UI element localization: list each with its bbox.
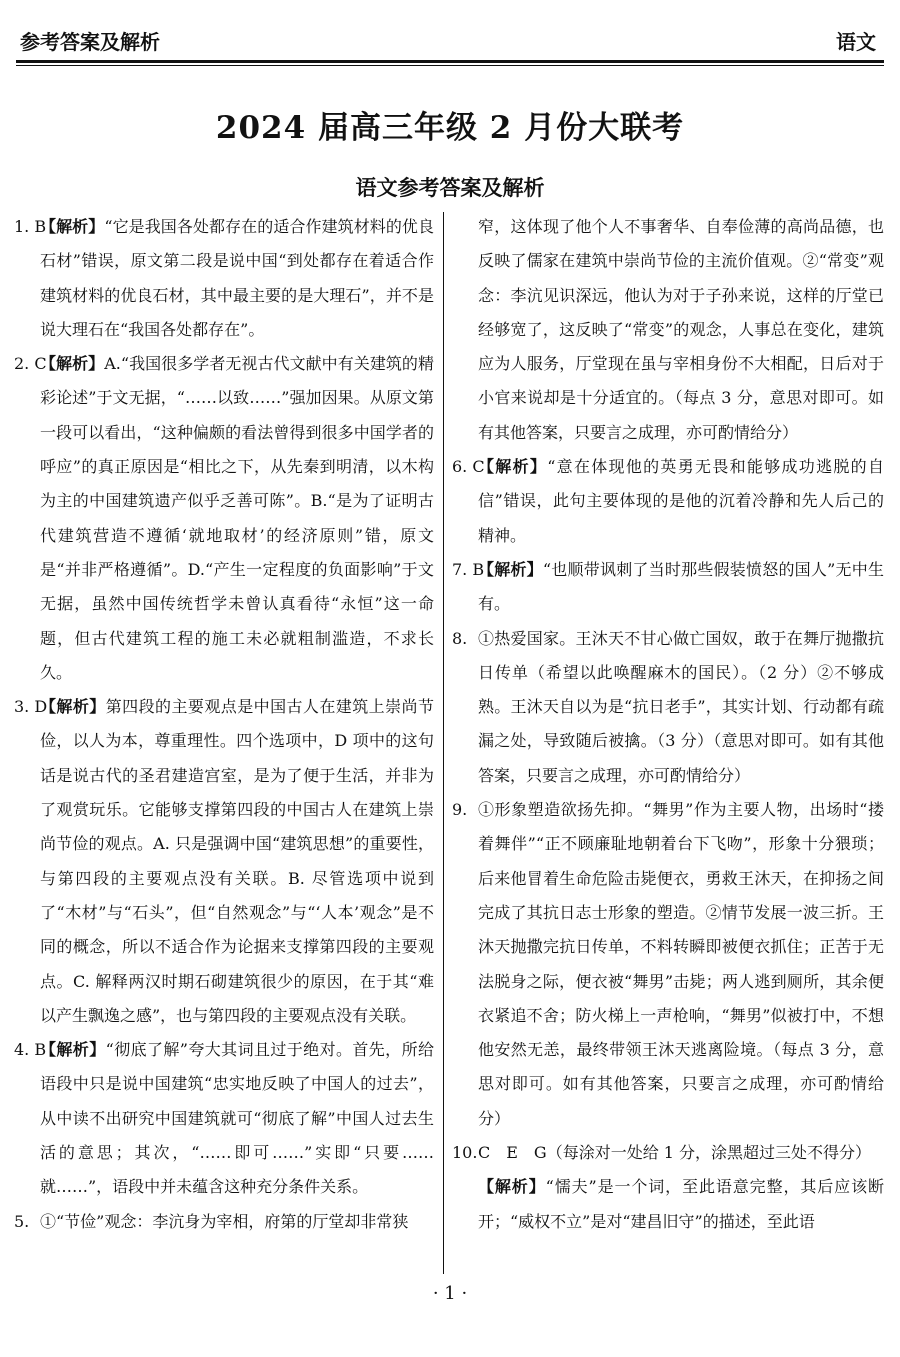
answer-text: ①“节俭”观念：李沆身为宰相，府第的厅堂却非常狭 [40, 1211, 409, 1231]
analysis-tag: 【解析】 [478, 457, 548, 477]
header-subject-label: 语文 [836, 30, 876, 54]
answer-number: 4. B [14, 1040, 47, 1060]
answer-text: “彻底了解”夸大其词且过于绝对。首先，所给语段中只是说中国建筑“忠实地反映了中国人的过去”，从中读不出研究中国建筑就可“彻底了解”中国人过去生活的意思；其次，“……即可……”实即“只要……就……”，语段中并未蕴含这种充分条件关系。 [40, 1040, 434, 1197]
analysis-tag: 【解析】 [478, 1177, 546, 1197]
right-column [452, 210, 884, 1239]
page-subtitle: 语文参考答案及解析 [355, 175, 545, 200]
answer-number: 1. B [14, 217, 47, 236]
page-title: 2024 届高三年级 2 月份大联考 [215, 110, 685, 146]
answer-item-7 [452, 553, 884, 622]
answer-item-1 [14, 210, 434, 347]
header-rule-thin [16, 65, 884, 66]
answer-item-5-continued: 窄，这体现了他个人不事奢华、自奉俭薄的高尚品德，也反映了儒家在建筑中崇尚节俭的主流价值观。②“常变”观念：李沆见识深远，他认为对于子孙来说，这样的厅堂已经够宽了，这反映了“常变”的观念，人事总在变化，建筑应为人服务，厅堂现在虽与宰相身份不大相配，日后对于小官来说却是十分适宜的。（每点 3 分，意思对即可。如有其他答案，只要言之成理，亦可酌情给分） [478, 217, 884, 442]
header-doc-label: 参考答案及解析 [20, 30, 160, 54]
answer-item-5 [14, 1205, 434, 1239]
column-divider [443, 212, 444, 1274]
answer-item-10-analysis [452, 1170, 884, 1239]
left-column [14, 210, 434, 1239]
answer-number: 3. D [14, 697, 48, 717]
answer-number: 5. [14, 1211, 30, 1231]
analysis-tag: 【解析】 [478, 559, 543, 579]
page-number: · 1 · [432, 1283, 468, 1304]
answer-item-6 [452, 450, 884, 553]
answer-number: 7. B [452, 559, 485, 579]
answer-text: A.“我国很多学者无视古代文献中有关建筑的精彩论述”于文无据，“……以致……”强加因果。从原文第一段可以看出，“这种偏颇的看法曾得到很多中国学者的呼应”的真正原因是“相比之下，从先秦到明清，以木构为主的中国建筑遗产似乎乏善可陈”。B.“是为了证明古代建筑营造不遵循‘就地取材’的经济原则”错，原文是“并非严格遵循”。D.“产生一定程度的负面影响”于文无据，虽然中国传统哲学未曾认真看待“永恒”这一命题，但古代建筑工程的施工未必就粗制滥造，不求长久。 [40, 354, 434, 682]
answer-item-9 [452, 793, 884, 1136]
analysis-tag: 【解析】 [40, 354, 105, 374]
answer-number: 9. [452, 800, 468, 820]
answer-text: 第四段的主要观点是中国古人在建筑上崇尚节俭，以人为本，尊重理性。四个选项中，D 项中的这句话是说古代的圣君建造宫室，是为了便于生活，并非为了观赏玩乐。它能够支撑第四段的中国古人在建筑上崇尚节俭的观点。A. 只是强调中国“建筑思想”的重要性，与第四段的主要观点没有关联。B. 尽管选项中说到了“木材”与“石头”，但“自然观念”与“‘人本’观念”是不同的概念，所以不适合作为论据来支撑第四段的主要观点。C. 解释两汉时期石砌建筑很少的原因，在于其“难以产生飘逸之感”，也与第四段的主要观点没有关联。 [40, 697, 434, 1025]
answer-choices: C E G（每涂对一处给 1 分，涂黑超过三处不得分） [478, 1143, 872, 1163]
analysis-tag: 【解析】 [40, 1040, 106, 1060]
header-rule-thick [16, 60, 884, 63]
answer-item-3 [14, 690, 434, 1033]
answer-number: 8. [452, 628, 468, 648]
answer-text: “意在体现他的英勇无畏和能够成功逃脱的自信”错误，此句主要体现的是他的沉着冷静和先人后己的精神。 [478, 457, 884, 545]
answer-item-2 [14, 347, 434, 690]
answer-number: 10. [452, 1143, 478, 1163]
answer-item-4 [14, 1033, 434, 1204]
answer-text: ①热爱国家。王沐天不甘心做亡国奴，敢于在舞厅抛撒抗日传单（希望以此唤醒麻木的国民）。（2 分）②不够成熟。王沐天自以为是“抗日老手”，其实计划、行动都有疏漏之处，导致随后被擒。（3 分）（意思对即可。如有其他答案，只要言之成理，亦可酌情给分） [478, 628, 884, 785]
page-header [16, 20, 884, 60]
answer-item-8 [452, 622, 884, 793]
answer-item-10 [452, 1136, 884, 1170]
answer-text: “懦夫”是一个词，至此语意完整，其后应该断开；“威权不立”是对“建昌旧守”的描述，至此语 [478, 1177, 884, 1231]
answer-text: ①形象塑造欲扬先抑。“舞男”作为主要人物，出场时“搂着舞伴”“正不顾廉耻地朝着台下飞吻”，形象十分猥琐；后来他冒着生命危险击毙便衣，勇救王沐天，在抑扬之间完成了其抗日志士形象的塑造。②情节发展一波三折。王沐天抛撒完抗日传单，不料转瞬即被便衣抓住；正苦于无法脱身之际，便衣被“舞男”击毙；两人逃到厕所，其余便衣紧追不舍；防火梯上一声枪响，“舞男”似被打中，不想他安然无恙，最终带领王沐天逃离险境。（每点 3 分，意思对即可。如有其他答案，只要言之成理，亦可酌情给分） [478, 800, 884, 1128]
answer-number: 2. C [14, 354, 47, 374]
answer-text: “它是我国各处都存在的适合作建筑材料的优良石材”错误，原文第二段是说中国“到处都存在着适合作建筑材料的优良石材，其中最主要的是大理石”，并不是说大理石在“我国各处都存在”。 [40, 217, 434, 339]
analysis-tag: 【解析】 [40, 217, 105, 236]
analysis-tag: 【解析】 [40, 697, 106, 717]
answer-number: 6. C [452, 457, 485, 477]
answer-text: “也顺带讽刺了当时那些假装愤怒的国人”无中生有。 [478, 559, 884, 614]
